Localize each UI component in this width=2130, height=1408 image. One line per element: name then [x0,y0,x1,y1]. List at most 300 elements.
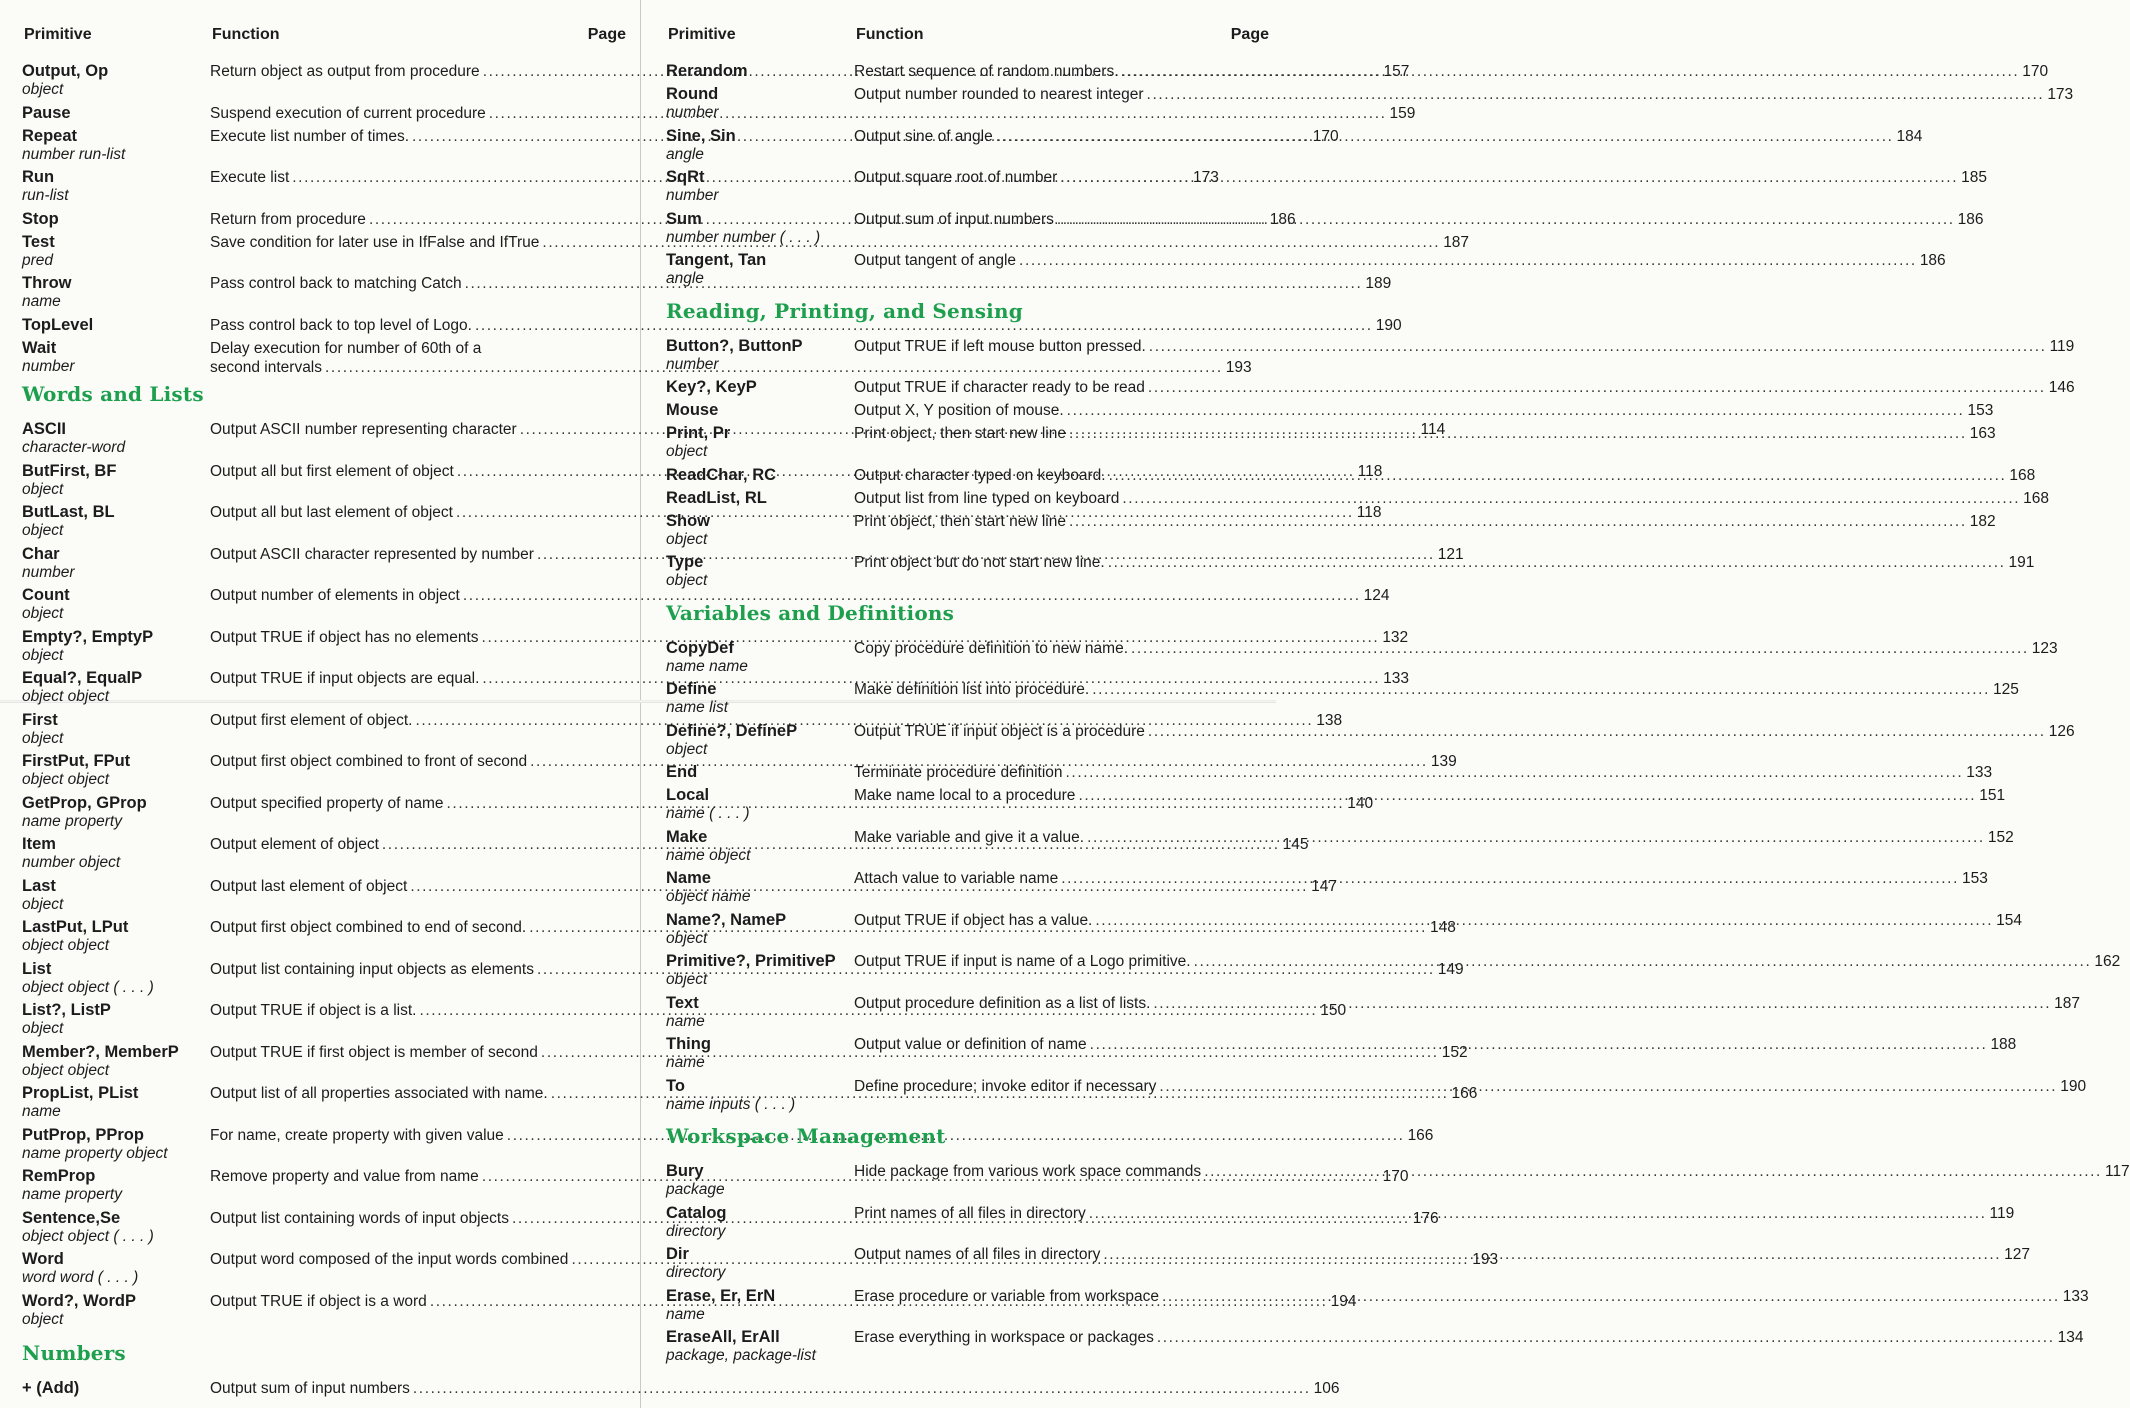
primitive-name: Sum [666,209,702,228]
primitive-cell [22,1084,210,1126]
primitive-cell [22,835,210,877]
function-description: Output word composed of the input words combined [210,1251,569,1268]
primitive-inputs: name property [22,812,122,830]
primitive-entry [666,401,1994,424]
primitive-cell [22,1379,210,1402]
function-description: Print object, then start new line [854,425,1066,442]
function-description: Pass control back to top level of Logo. [210,316,472,334]
function-description: Output character typed on keyboard. [854,466,1106,484]
dot-leader [1122,62,2020,81]
dot-leader [1131,639,2029,658]
function-description: Return from procedure [210,210,366,228]
primitive-inputs: word word ( . . . ) [22,1269,139,1286]
primitive-inputs: number object [22,854,121,871]
page-number: 152 [1987,828,2014,846]
function-cell [854,786,2005,828]
page-number: 176 [1412,1209,1439,1227]
primitive-inputs: object name [666,888,751,905]
primitive-name: RemProp [22,1167,96,1185]
dot-leader [1061,869,1959,888]
page-number: 187 [1443,233,1470,251]
primitive-inputs: directory [666,1222,726,1240]
primitive-cell [666,911,854,953]
primitive-inputs: name [666,1305,705,1323]
function-description: Output list of all properties associated with name. [210,1085,548,1102]
page-number: 126 [2048,722,2075,740]
function-cell [854,85,2073,127]
page-number: 153 [1967,402,1994,419]
primitive-name: Mouse [666,401,719,419]
function-cell [854,337,2074,379]
primitive-cell [666,553,854,595]
section-title-numbers: Numbers [22,1341,126,1365]
function-cell [854,911,2022,953]
function-description: Output TRUE if input objects are equal. [210,670,480,687]
primitive-cell [666,1162,854,1204]
primitive-name: FirstPut, FPut [22,752,131,770]
function-description: Output TRUE if input is name of a Logo primitive. [854,953,1191,970]
primitive-inputs: name [666,1012,705,1030]
primitive-cell [22,794,210,836]
page-number: 150 [1320,1002,1347,1019]
section-title-workspace-management: Workspace Management [666,1124,946,1148]
primitive-cell [666,763,854,786]
page-number: 162 [2094,953,2121,970]
primitive-name: Thing [666,1035,711,1053]
page-number: 147 [1311,877,1337,895]
primitive-name: ButFirst, BF [22,461,117,480]
function-description-continued: second intervals [210,358,323,376]
dot-leader [1092,680,1990,699]
dot-leader [1019,251,1917,270]
primitive-cell [666,489,854,512]
function-description: Output TRUE if object is a list. [210,1002,417,1019]
function-description: Output list containing input objects as elements [210,960,534,978]
primitive-name: GetProp, GProp [22,793,147,812]
numbers-entries [22,1379,1340,1402]
primitive-cell [666,466,854,489]
page-number: 170 [2022,63,2049,80]
primitive-cell [22,752,210,794]
function-cell [854,512,1996,554]
primitive-inputs: object [22,729,64,747]
primitive-inputs: number [666,187,719,204]
primitive-name: List?, ListP [22,1001,111,1019]
primitive-name: Equal?, EqualP [22,669,143,687]
page-number: 166 [1451,1085,1478,1102]
primitive-name: ASCII [22,420,67,438]
primitive-cell [666,378,854,401]
function-description: Output TRUE if character ready to be read [854,379,1145,396]
page-number: 133 [2062,1287,2089,1305]
primitive-cell [666,127,854,169]
dot-leader [413,1379,1311,1398]
primitive-cell [22,462,210,504]
primitive-cell [666,424,854,466]
function-description: Output TRUE if object has no elements [210,628,479,646]
primitive-name: Test [22,232,55,251]
primitive-inputs: name ( . . . ) [666,805,750,822]
function-description: Make definition list into procedure. [854,681,1090,698]
function-description: Output number of elements in object [210,587,460,604]
primitive-cell [22,316,210,339]
primitive-cell [22,104,210,127]
function-description: Hide package from various work space commands [854,1163,1202,1180]
page-number: 139 [1430,753,1457,770]
function-description: Restart sequence of random numbers. [854,63,1119,80]
primitive-inputs: number [22,563,75,581]
primitive-inputs: object [22,646,64,664]
primitive-cell [666,85,854,127]
page-number: 187 [2054,994,2081,1012]
dot-leader [1122,489,2020,508]
page-number: 118 [1357,462,1383,480]
primitive-cell [22,711,210,753]
primitive-cell [22,669,210,711]
primitive-cell [666,680,854,722]
primitive-cell [22,62,210,104]
primitive-inputs: package, package-list [666,1347,816,1364]
primitive-name: Empty?, EmptyP [22,627,154,646]
primitive-inputs: object [22,522,64,539]
primitive-cell [22,1043,210,1085]
function-description: Output list from line typed on keyboard [854,489,1120,507]
primitive-cell [22,233,210,275]
primitive-cell [666,251,854,293]
page-number: 157 [1383,63,1410,80]
function-cell [854,553,2034,595]
primitive-cell [22,1209,210,1251]
primitive-entry [666,488,2050,512]
function-cell [854,168,1987,210]
primitive-inputs: number [22,357,75,375]
primitive-inputs: name [666,1054,705,1071]
page-number: 124 [1363,587,1390,604]
primitive-cell [22,918,210,960]
primitive-entry [666,168,1987,210]
primitive-inputs: character-word [22,439,126,456]
page-number: 133 [1383,670,1410,687]
function-cell [854,763,1992,786]
primitive-inputs: object object [22,771,110,788]
primitive-inputs: number [666,104,719,121]
primitive-name: To [666,1076,685,1095]
dot-leader [1095,911,1993,930]
primitive-inputs: directory [666,1264,726,1281]
primitive-cell [666,401,854,424]
page-number: 152 [1441,1043,1468,1061]
page-number: 118 [1356,504,1382,521]
page-number: 159 [1389,104,1416,122]
primitive-name: Print, Pr [666,424,731,442]
primitive-name: Primitive?, PrimitiveP [666,952,836,970]
primitive-name: Word [22,1250,64,1268]
function-description: Output tangent of angle [854,252,1017,269]
function-cell [854,466,2035,489]
primitive-name: LastPut, LPut [22,918,129,936]
primitive-inputs: run-list [22,187,69,204]
primitive-inputs: object object ( . . . ) [22,1227,154,1245]
page-number: 127 [2004,1246,2031,1263]
page-number: 191 [2008,554,2035,571]
header-page: Page [587,26,626,43]
primitive-name: EraseAll, ErAll [666,1328,780,1346]
primitive-name: Erase, Er, ErN [666,1286,776,1305]
primitive-cell [22,127,210,169]
header-primitive: Primitive [668,26,736,43]
header-function: Function [212,26,280,43]
primitive-cell [666,869,854,911]
primitive-name: Button?, ButtonP [666,336,803,355]
function-description: Make name local to a procedure [854,787,1076,804]
primitive-cell [666,1245,854,1287]
primitive-cell [22,274,210,316]
primitive-cell [22,210,210,233]
function-description: Execute list [210,169,290,186]
dot-leader [1090,1035,1988,1054]
function-description: Output procedure definition as a list of lists. [854,994,1151,1012]
function-cell [854,1077,2086,1119]
function-description: Print object but do not start new line. [854,554,1105,571]
function-cell [854,210,1984,252]
primitive-entry [666,378,2075,401]
primitive-inputs: object [22,605,64,622]
dot-leader [1147,85,2045,104]
page-number: 149 [1437,960,1464,978]
primitive-name: Sentence,Se [22,1208,121,1227]
function-description: Define procedure; invoke editor if necessary [854,1077,1157,1095]
function-description: Output specified property of name [210,794,444,812]
function-description: Remove property and value from name [210,1168,479,1185]
function-description: For name, create property with given value [210,1126,504,1144]
function-cell [854,680,2019,722]
primitive-inputs: number [666,355,719,373]
primitive-name: Bury [666,1162,704,1180]
page-number: 184 [1896,127,1923,145]
function-description: Output element of object [210,836,379,853]
primitive-inputs: object [666,530,708,548]
function-description: Output ASCII number representing character [210,421,517,438]
primitive-inputs: object [22,1020,64,1037]
primitive-inputs: name inputs ( . . . ) [666,1095,796,1113]
page-number: 117 [2104,1163,2130,1180]
primitive-cell [22,1167,210,1209]
primitive-inputs: name [22,1103,61,1120]
function-cell [854,1245,2030,1287]
primitive-cell [666,210,854,252]
dot-leader [1057,210,1955,229]
primitive-inputs: name name [666,657,748,675]
page-number: 193 [1472,1251,1499,1268]
primitive-cell [666,722,854,764]
primitive-name: Name?, NameP [666,910,787,929]
primitive-name: Round [666,85,719,103]
function-description: Output list containing words of input objects [210,1209,509,1227]
function-cell [854,1328,2083,1370]
primitive-name: Define?, DefineP [666,721,798,740]
primitive-cell [666,62,854,85]
function-description: Print names of all files in directory [854,1204,1086,1222]
header-primitive: Primitive [24,26,92,43]
function-cell [854,127,1922,169]
primitive-inputs: object [666,740,708,758]
primitive-name: Member?, MemberP [22,1042,179,1061]
function-description: Output TRUE if object is a word [210,1292,427,1310]
page-number: 186 [1269,210,1296,228]
function-description: Make variable and give it a value. [854,828,1085,846]
dot-leader [1078,786,1976,805]
function-description: Output TRUE if input object is a procedure [854,722,1145,740]
primitive-name: End [666,763,698,781]
dot-leader [1103,1245,2001,1264]
primitive-cell [666,828,854,870]
page-number: 163 [1969,425,1996,442]
primitive-name: Throw [22,274,72,292]
primitive-entry [666,1328,2084,1370]
page-number: 132 [1382,628,1409,646]
primitive-name: Output, Op [22,62,109,80]
page-number: 186 [1919,252,1946,269]
primitive-name: Repeat [22,126,78,145]
function-description: Output TRUE if object has a value. [854,911,1093,929]
function-description: Output TRUE if left mouse button pressed. [854,337,1146,355]
page-number: 170 [1312,127,1339,145]
function-description: Terminate procedure definition [854,764,1063,781]
primitive-inputs: name object [666,846,751,864]
function-description: Output first object combined to end of second. [210,919,527,936]
primitive-inputs: number run-list [22,145,126,163]
function-cell [854,869,1988,911]
page-number: 106 [1313,1380,1340,1397]
page-number: 188 [1990,1036,2017,1053]
page-number: 151 [1979,787,2006,804]
primitive-inputs: number number ( . . . ) [666,228,821,246]
function-description: Output sum of input numbers [854,210,1054,228]
page-number: 168 [2009,466,2036,484]
dot-leader [1148,722,2046,741]
function-description: Output TRUE if first object is member of second [210,1043,538,1061]
primitive-name: Word?, WordP [22,1291,136,1310]
function-cell [854,489,2049,512]
function-cell [854,722,2075,764]
function-description: Output all but first element of object [210,462,454,480]
page-number: 133 [1966,764,1993,781]
function-description: Save condition for later use in IfFalse and IfTrue [210,233,540,251]
header-page: Page [1230,26,1269,43]
primitive-name: Dir [666,1245,689,1263]
dot-leader [1194,952,2092,971]
page-number: 148 [1430,919,1456,936]
primitive-cell [666,1077,854,1119]
dot-leader [1108,553,2006,572]
primitive-inputs: name property [22,1186,122,1203]
primitive-cell [666,337,854,379]
page-number: 146 [2048,379,2075,396]
function-cell [854,639,2058,681]
function-description: Suspend execution of current procedure [210,104,486,122]
page-number: 173 [2047,86,2074,103]
page-number: 182 [1969,512,1996,530]
primitive-name: Type [666,553,704,571]
function-cell [854,952,2120,994]
primitive-entry [666,763,1993,786]
primitive-inputs: pred [22,251,54,269]
primitive-inputs: object [22,480,64,498]
dot-leader [1067,401,1965,420]
primitive-cell [22,1292,210,1334]
primitive-cell [22,503,210,545]
function-description: Output square root of number [854,169,1058,186]
primitive-inputs: object object [22,1061,110,1079]
primitive-name: Char [22,544,60,563]
function-description: Output number rounded to nearest integer [854,86,1144,103]
primitive-name: Define [666,680,717,698]
function-description: Delay execution for number of 60th of a [210,339,482,357]
function-description: Output last element of object [210,877,408,895]
function-description: Output names of all files in directory [854,1246,1101,1263]
page-number: 125 [1993,681,2019,698]
primitive-name: Stop [22,209,59,228]
primitive-cell [22,628,210,670]
page-number: 154 [1996,911,2023,929]
dot-leader [1162,1287,2060,1306]
function-description: Execute list number of times. [210,127,409,145]
primitive-name: ReadList, RL [666,488,767,507]
dot-leader [996,127,1894,146]
page-number: 134 [2057,1329,2084,1346]
primitive-cell [22,1001,210,1043]
page-number: 190 [1375,316,1402,334]
function-description: Output ASCII character represented by number [210,545,534,563]
function-cell [854,1162,2130,1204]
primitive-inputs: object object [22,688,110,705]
primitive-entry [22,1379,1340,1402]
primitive-name: Tangent, Tan [666,251,767,269]
primitive-inputs: name property object [22,1144,168,1162]
primitive-cell [22,1126,210,1168]
primitive-name: Item [22,835,56,853]
primitive-inputs: angle [666,270,704,287]
primitive-cell [22,877,210,919]
function-description: Output first object combined to front of second [210,753,528,770]
dot-leader [1089,1204,1987,1223]
primitive-cell [666,168,854,210]
primitive-cell [666,1204,854,1246]
primitive-name: Local [666,786,710,804]
primitive-name: PutProp, PProp [22,1125,144,1144]
function-cell [854,62,2048,85]
primitive-inputs: object object [22,937,110,954]
function-cell [854,378,2075,401]
page-number: 166 [1407,1126,1434,1144]
function-cell [854,828,2014,870]
function-cell [854,1287,2089,1329]
dot-leader [1066,763,1964,782]
primitive-name: Key?, KeyP [666,378,757,396]
primitive-cell [666,1328,854,1370]
column-header [22,22,626,52]
primitive-inputs: object [666,929,708,947]
section-title-words-and-lists: Words and Lists [22,382,204,406]
page-number: 189 [1365,275,1392,292]
page-number: 168 [2023,489,2050,507]
dot-leader [1069,424,1967,443]
section-title-reading-printing-sensing: Reading, Printing, and Sensing [666,298,1023,323]
function-cell [854,401,1993,424]
primitive-inputs: package [666,1181,725,1198]
primitive-inputs: name [22,293,61,310]
function-description: Copy procedure definition to new name. [854,639,1128,657]
